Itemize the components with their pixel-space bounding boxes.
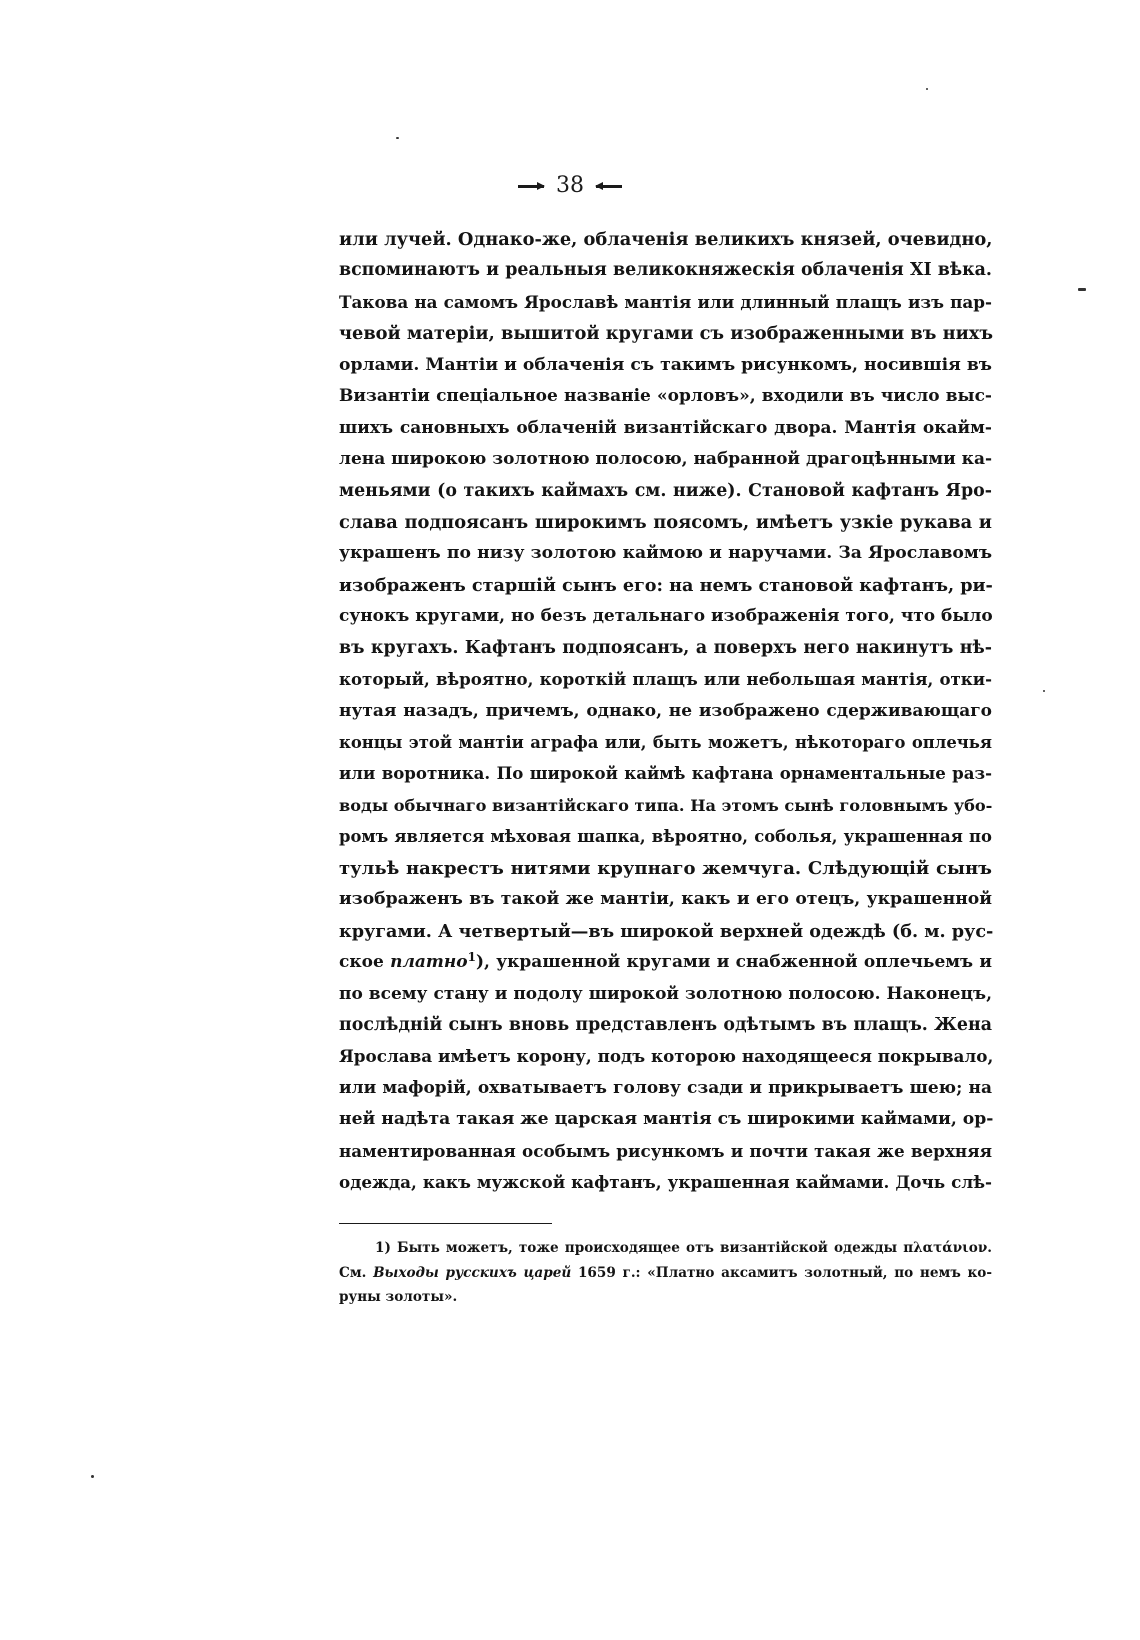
text-line: украшенъ по низу золотою каймою и наручами. За Ярославомъ xyxy=(339,543,992,564)
text-line: ромъ является мѣховая шапка, вѣроятно, соболья, украшенная по xyxy=(339,827,992,847)
text-line: Византіи спеціальное названіе «орловъ», входили въ число выс- xyxy=(339,386,992,407)
text-fragment: ское xyxy=(339,952,391,973)
text-line: ней надѣта такая же царская мантія съ широкими каймами, ор- xyxy=(339,1109,994,1130)
text-line xyxy=(339,947,992,978)
page-header xyxy=(0,170,1140,202)
text-line: чевой матеріи, вышитой кругами съ изображенными въ нихъ xyxy=(339,323,994,345)
text-line: который, вѣроятно, короткій плащъ или небольшая мантія, отки- xyxy=(339,669,992,690)
text-line: меньями (о такихъ каймахъ см. ниже). Становой кафтанъ Яро- xyxy=(339,480,992,501)
text-line: слава подпоясанъ широкимъ поясомъ, имѣетъ узкіе рукава и xyxy=(339,511,992,533)
footnote-marker: 1 xyxy=(467,950,476,965)
text-line: въ кругахъ. Кафтанъ подпоясанъ, а поверхъ него накинутъ нѣ- xyxy=(339,637,992,658)
text-line: или мафорій, охватываетъ голову сзади и прикрываетъ шею; на xyxy=(339,1077,992,1098)
text-line: тульѣ накрестъ нитями крупнаго жемчуга. Слѣдующій сынъ xyxy=(339,857,992,879)
footnote-divider xyxy=(339,1223,552,1224)
body-text xyxy=(339,224,992,1199)
scan-speck xyxy=(1078,288,1086,291)
footnote-line: руны золоты». xyxy=(339,1289,458,1305)
text-line: вспоминаютъ и реальныя великокняжескія облаченія XI вѣка. xyxy=(339,260,992,281)
text-line: нутая назадъ, причемъ, однако, не изображено сдерживающаго xyxy=(339,700,992,721)
text-line: Такова на самомъ Ярославѣ мантія или длинный плащъ изъ пар- xyxy=(339,291,992,312)
italic-term: платно xyxy=(390,952,468,973)
text-line: или лучей. Однако-же, облаченія великихъ князей, очевидно, xyxy=(339,229,993,250)
scan-speck xyxy=(396,137,399,139)
text-line: орлами. Мантіи и облаченія съ такимъ рисункомъ, носившія въ xyxy=(339,354,992,375)
text-line: изображенъ старшій сынъ его: на немъ становой кафтанъ, ри- xyxy=(339,574,993,596)
text-line: Ярослава имѣетъ корону, подъ которою находящееся покрывало, xyxy=(339,1046,994,1067)
footnote-italic-title: Выходы русскихъ царей xyxy=(373,1264,572,1281)
footnote-line xyxy=(339,1261,992,1286)
text-line: по всему стану и подолу широкой золотною полосою. Наконецъ, xyxy=(339,983,992,1004)
scan-speck xyxy=(926,88,928,90)
text-line: одежда, какъ мужской кафтанъ, украшенная каймами. Дочь слѣ- xyxy=(339,1172,992,1193)
text-line: наментированная особымъ рисункомъ и почти такая же верхняя xyxy=(339,1140,992,1161)
text-line: лена широкою золотною полосою, набранной драгоцѣнными ка- xyxy=(339,449,993,470)
text-line: кругами. А четвертый—въ широкой верхней одеждѣ (б. м. рус- xyxy=(339,920,994,942)
text-line: воды обычнаго византійскаго типа. На этомъ сынѣ головнымъ убо- xyxy=(339,795,993,815)
left-ornament-icon xyxy=(518,183,544,189)
footnote xyxy=(339,1236,992,1310)
footnote-line: 1) Быть можетъ, тоже происходящее отъ византійской одежды πλατάνιον. xyxy=(375,1240,992,1256)
text-line: послѣдній сынъ вновь представленъ одѣтымъ въ плащъ. Жена xyxy=(339,1014,992,1035)
scan-speck xyxy=(1043,690,1045,692)
page-number: 38 xyxy=(556,173,584,198)
text-line: сунокъ кругами, но безъ детальнаго изображенія того, что было xyxy=(339,606,993,627)
text-line: концы этой мантіи аграфа или, быть можетъ, нѣкотораго оплечья xyxy=(339,733,992,752)
footnote-text: 1659 г.: «Платно аксамитъ золотный, по немъ ко- xyxy=(571,1264,992,1281)
text-line: или воротника. По широкой каймѣ кафтана орнаментальные раз- xyxy=(339,763,992,784)
right-ornament-icon xyxy=(596,183,622,189)
scan-speck xyxy=(91,1475,94,1478)
footnote-text: См. xyxy=(339,1264,374,1281)
text-line: изображенъ въ такой же мантіи, какъ и его отецъ, украшенной xyxy=(339,889,992,910)
text-fragment: ), украшенной кругами и снабженной оплечьемъ и xyxy=(476,952,992,973)
text-line: шихъ сановныхъ облаченій византійскаго двора. Мантія окайм- xyxy=(339,417,992,438)
